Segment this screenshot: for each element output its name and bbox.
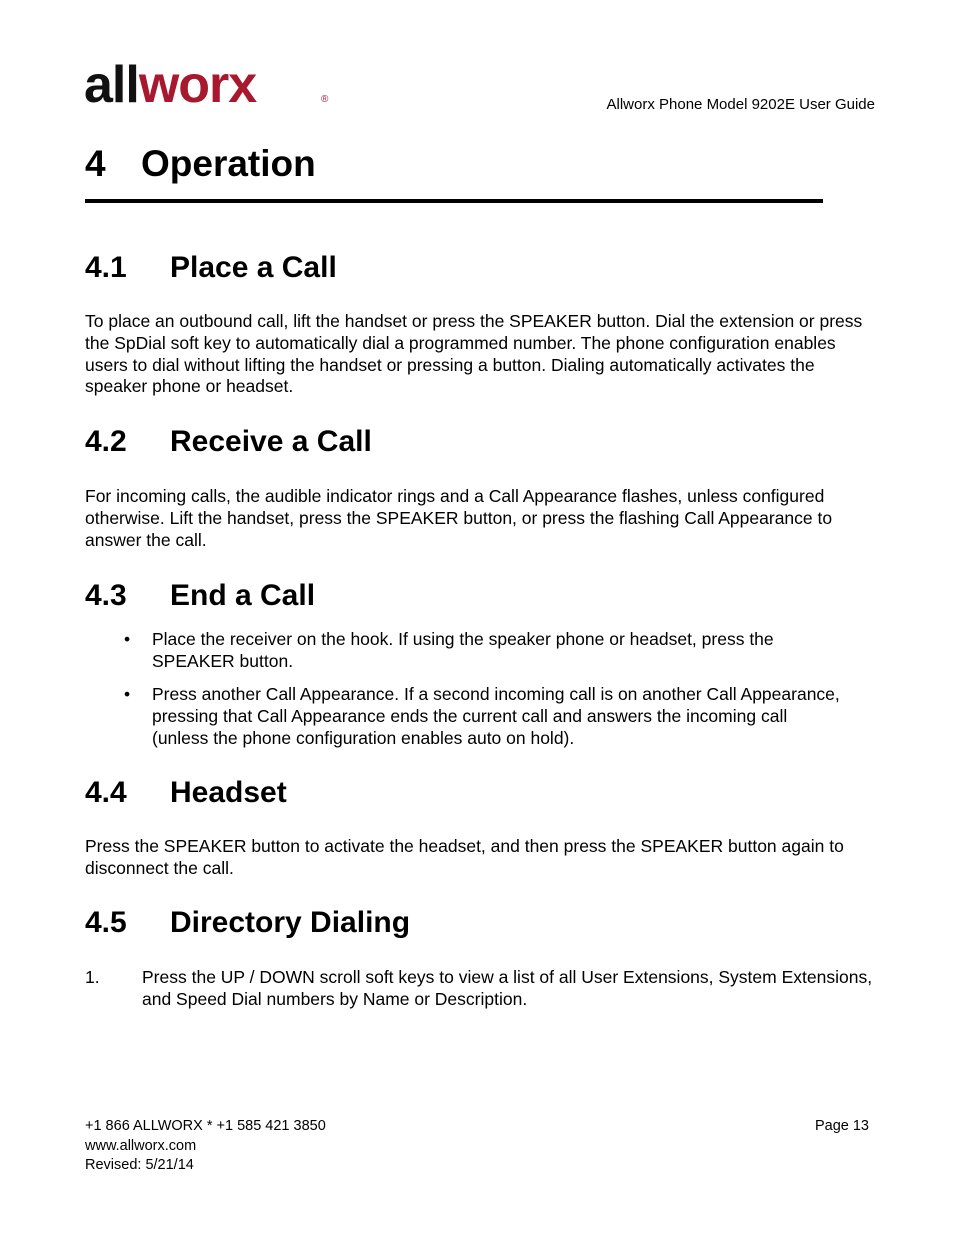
list-item <box>124 684 844 749</box>
section-body-headset: Press the SPEAKER button to activate the headset, and then press the SPEAKER button again to disconnect the call. <box>85 836 844 878</box>
svg-text:allworx: allworx <box>84 56 257 108</box>
section-title: Headset <box>170 776 287 809</box>
footer-contact <box>85 1117 326 1176</box>
step-number: 1. <box>85 967 100 987</box>
allworx-logo <box>84 52 334 108</box>
numbered-step <box>85 967 875 1011</box>
chapter-divider <box>85 199 823 203</box>
section-number: 4.5 <box>85 906 127 939</box>
section-number: 4.1 <box>85 251 127 284</box>
section-heading-place-a-call <box>85 251 337 285</box>
section-title: Directory Dialing <box>170 906 411 939</box>
chapter-heading <box>85 143 316 185</box>
step-text: Press the UP / DOWN scroll soft keys to view a list of all User Extensions, System Extensions, and Speed Dial numbers by Name or Description. <box>142 967 873 1009</box>
list-item-text: Place the receiver on the hook. If using the speaker phone or headset, press the SPEAKER button. <box>152 629 774 671</box>
section-heading-directory-dialing <box>85 906 410 940</box>
footer-phone: +1 866 ALLWORX * +1 585 421 3850 <box>85 1118 326 1134</box>
section-body-receive-a-call: For incoming calls, the audible indicator rings and a Call Appearance flashes, unless configured otherwise. Lift the handset, press the SPEAKER button, or press the flashing Call Appearance to answer the call. <box>85 486 833 550</box>
bullet-icon: • <box>124 629 131 649</box>
chapter-title: Operation <box>141 143 316 184</box>
section-body-place-a-call: To place an outbound call, lift the handset or press the SPEAKER button. Dial the extension or press the SpDial soft key to automatically dial a programmed number. The phone configuration enables users to dial without lifting the handset or pressing a button. Dialing automatically activates the speaker phone or headset. <box>85 311 863 397</box>
section-number: 4.3 <box>85 579 127 612</box>
section-heading-end-a-call <box>85 579 315 613</box>
footer-revised: Revised: 5/21/14 <box>85 1157 194 1173</box>
svg-text:®: ® <box>321 94 329 105</box>
section-heading-headset <box>85 776 287 810</box>
section-number: 4.4 <box>85 776 127 809</box>
list-item-text: Press another Call Appearance. If a second incoming call is on another Call Appearance, pressing that Call Appearance ends the current call and answers the incoming call (unless the phone configuration enables auto on hold). <box>152 684 840 748</box>
section-title: Receive a Call <box>170 425 372 458</box>
section-title: End a Call <box>170 579 316 612</box>
section-title: Place a Call <box>170 251 337 284</box>
document-title: Allworx Phone Model 9202E User Guide <box>606 96 875 113</box>
section-number: 4.2 <box>85 425 127 458</box>
section-heading-receive-a-call <box>85 425 372 459</box>
bullet-icon: • <box>124 684 131 704</box>
chapter-number: 4 <box>85 143 106 184</box>
footer-website: www.allworx.com <box>85 1137 197 1154</box>
page-number: Page 13 <box>814 1118 869 1134</box>
list-item <box>124 629 844 673</box>
